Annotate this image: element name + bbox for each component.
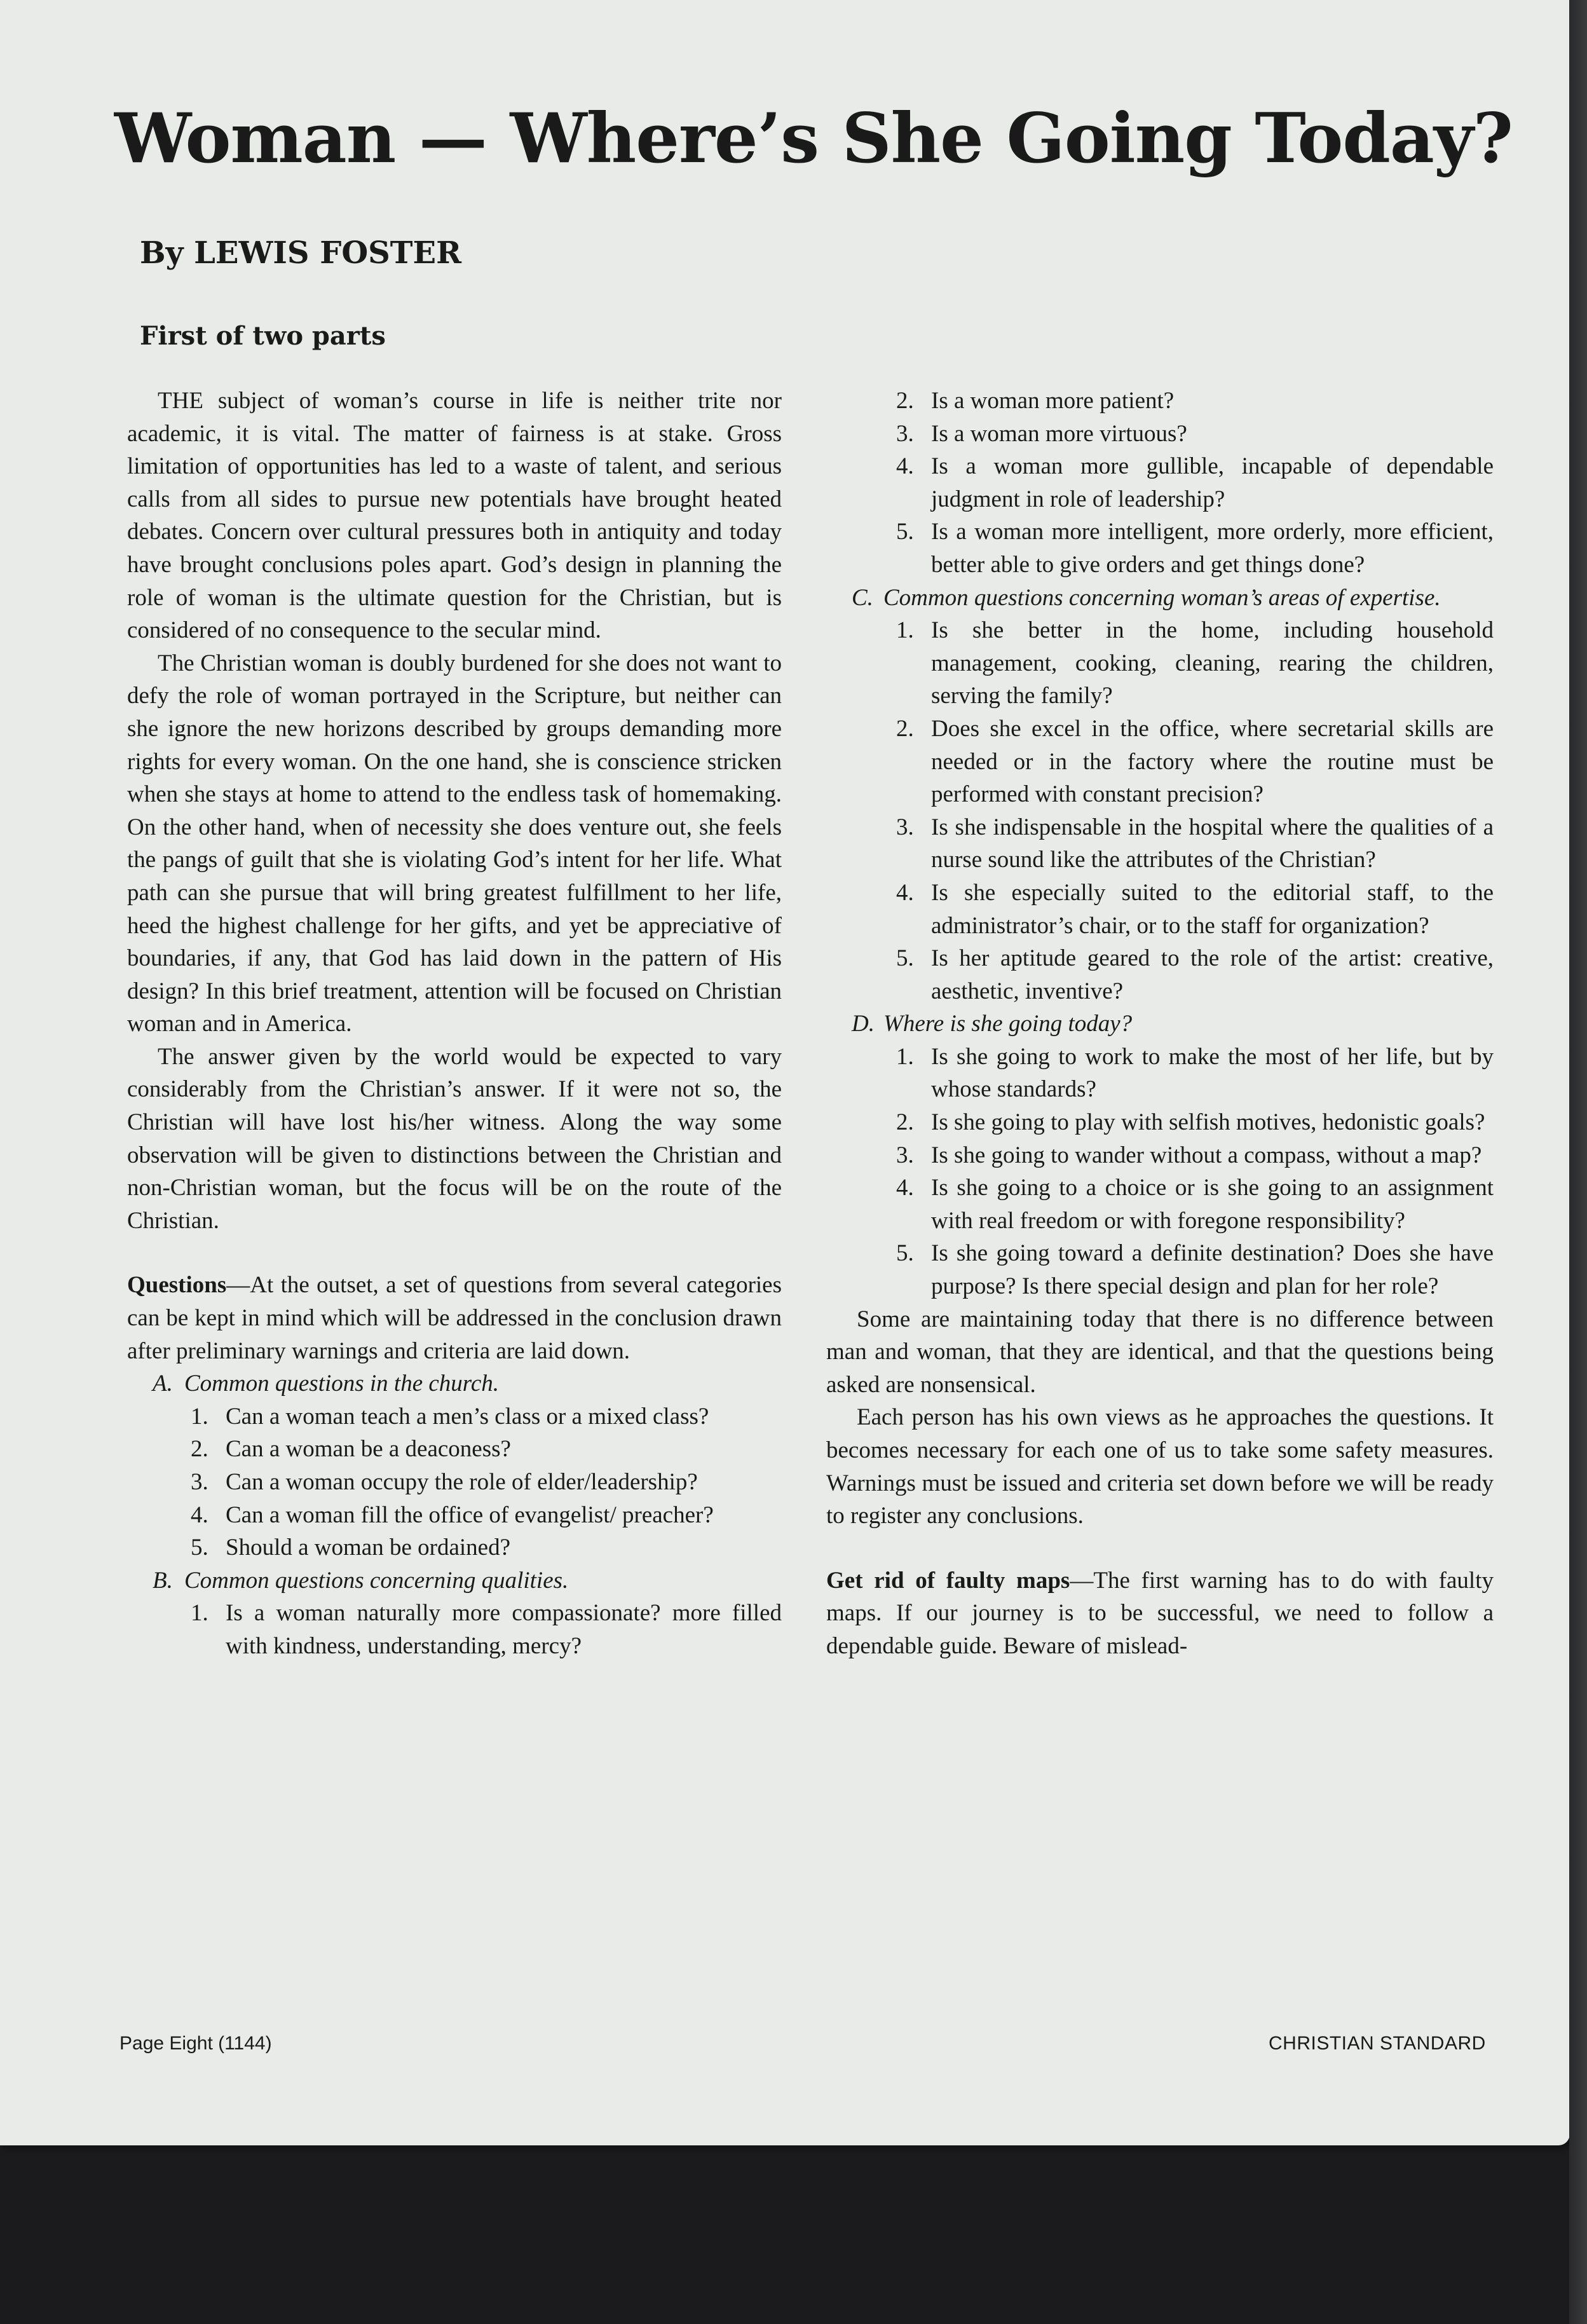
list-item: 5. Is her aptitude geared to the role of the artist: creative, aesthetic, inventive? [896,945,1494,1004]
list-item: 1. Can a woman teach a men’s class or a mixed class? [191,1403,709,1430]
right-column [826,385,1494,1663]
section-b-list-continued [826,385,1494,582]
series-kicker: First of two parts [140,321,386,351]
article-title: Woman — Where’s She Going Today? [114,99,1513,179]
paragraph-5: Each person has his own views as he approaches the questions. It becomes necessary for each one of us to take some safety measures. Warnings must be issued and criteria set down before we will be ready to register any conclusions. [826,1404,1494,1529]
list-item: 5. Is she going toward a definite destination? Does she have purpose? Is there special design and plan for her role? [896,1240,1494,1300]
page-edge-shadow [1569,0,1587,2324]
left-column [127,385,782,1663]
faulty-maps-text: —The first warning has to do with faulty maps. If our journey is to be successful, we need to follow a dependable guide. Beware of mislead- [826,1567,1494,1659]
list-item: 4. Is she going to a choice or is she going to an assignment with real freedom or with foregone responsibility? [896,1175,1494,1234]
paragraph-2: The Christian woman is doubly burdened for she does not want to defy the role of woman portrayed in the Scripture, but neither can she ignore the new horizons described by groups demanding more rights for every woman. On the one hand, she is conscience stricken when she stays at home to attend to the endless task of homemaking. On the other hand, when of necessity she does venture out, she feels the pangs of guilt that she is violating God’s intent for her life. What path can she pursue that will bring greatest fulfillment to her life, heed the highest challenge for her gifts, and yet be appreciative of boundaries, if any, that God has laid down in the pattern of His design? In this brief treatment, attention will be focused on Christian woman and in America. [127,650,782,1037]
faulty-maps-paragraph [826,1564,1494,1663]
publication-name: CHRISTIAN STANDARD [1269,2033,1486,2054]
list-item: 2. Can a woman be a deaconess? [191,1436,511,1463]
section-a-list [127,1400,782,1564]
paragraph-1: THE subject of woman’s course in life is neither trite nor academic, it is vital. The matter of fairness is at stake. Gross limitation of opportunities has led to a waste of talent, and serious calls from all sides to pursue new potentials have brought heated debates. Concern over cultural pressures both in antiquity and today have brought conclusions poles apart. God’s design in planning the role of woman is the ultimate question for the Christian, but is considered of no consequence to the secular mind. [127,388,782,644]
list-item: 4. Is a woman more gullible, incapable of dependable judgment in role of leadership? [896,453,1494,512]
list-item: 3. Is a woman more virtuous? [896,420,1187,447]
list-item: 2. Is she going to play with selfish motives, hedonistic goals? [896,1109,1485,1136]
list-item: 2. Is a woman more patient? [896,388,1175,414]
list-item: 4. Can a woman fill the office of evangelist/ preacher? [191,1501,714,1528]
section-b-heading: B. Common questions concerning qualities. [153,1567,569,1594]
section-c-heading: C. Common questions concerning woman’s areas of expertise. [852,584,1441,611]
list-item: 3. Is she going to wander without a compass, without a map? [896,1142,1482,1168]
questions-text: —At the outset, a set of questions from several categories can be kept in mind which will be addressed in the conclusion drawn after preliminary warnings and criteria are laid down. [127,1272,782,1364]
questions-heading: Questions [127,1272,227,1299]
list-item: 5. Is a woman more intelligent, more orderly, more efficient, better able to give orders and get things done? [896,519,1494,578]
list-item: 4. Is she especially suited to the editorial staff, to the administrator’s chair, or to the staff for organization? [896,879,1494,939]
list-item: 3. Can a woman occupy the role of elder/leadership? [191,1469,698,1495]
paragraph-4: Some are maintaining today that there is no difference between man and woman, that they are identical, and that the questions being asked are nonsensical. [826,1306,1494,1398]
byline: By LEWIS FOSTER [140,235,461,271]
section-b-list [127,1597,782,1662]
section-d-heading: D. Where is she going today? [852,1011,1133,1037]
list-item: 1. Is a woman naturally more compassionate? more filled with kindness, understanding, mercy? [191,1600,782,1659]
faulty-maps-heading: Get rid of faulty maps [826,1567,1070,1594]
questions-paragraph [127,1269,782,1367]
paragraph-3: The answer given by the world would be expected to vary considerably from the Christian’s answer. If it were not so, the Christian will have lost his/her witness. Along the way some observation will be given to distinctions between the Christian and non-Christian woman, but the focus will be on the route of the Christian. [127,1043,782,1234]
section-d-list [826,1041,1494,1303]
page-number: Page Eight (1144) [119,2033,272,2054]
list-item: 1. Is she better in the home, including household management, cooking, cleaning, rearing the children, serving the family? [896,617,1494,709]
section-a-heading: A. Common questions in the church. [153,1370,500,1397]
list-item: 1. Is she going to work to make the most of her life, but by whose standards? [896,1043,1494,1103]
list-item: 2. Does she excel in the office, where secretarial skills are needed or in the factory where the routine must be performed with constant precision? [896,715,1494,808]
section-c-list [826,614,1494,1008]
list-item: 5. Should a woman be ordained? [191,1535,510,1561]
list-item: 3. Is she indispensable in the hospital where the qualities of a nurse sound like the attributes of the Christian? [896,814,1494,873]
